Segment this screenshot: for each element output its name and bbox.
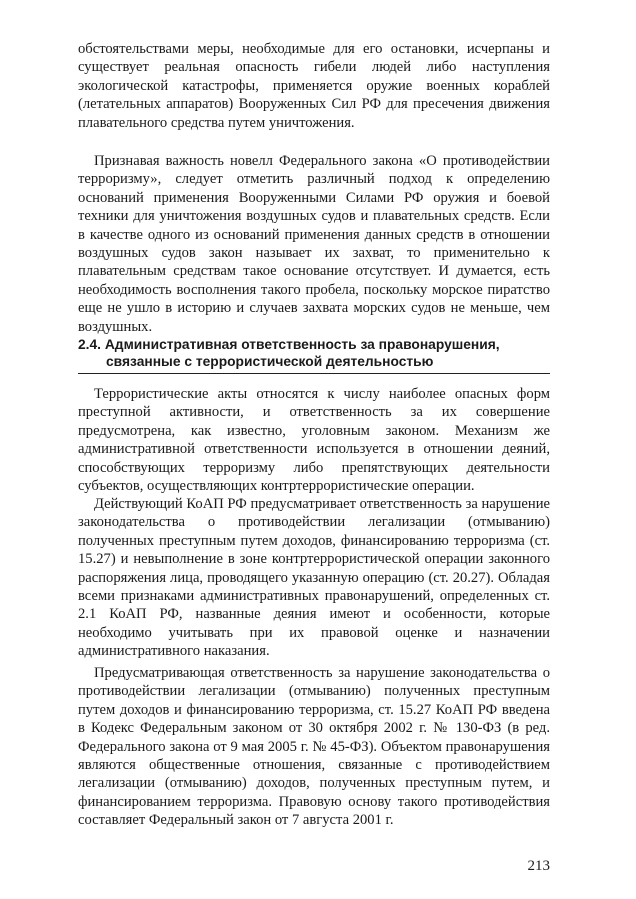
paragraph-terror-acts: Террористические акты относятся к числу наиболее опасных форм преступной активности, и ответственность за их совершение предусмотрена, как известно, уголовным законом. Механизм же административной ответственности используется в отношении деяний, способствующих терроризму либо препятствующих деятельности субъектов, осуществляющих контртеррористические операции. [78,386,550,495]
heading-rule [78,373,550,374]
paragraph-continuation: обстоятельствами меры, необходимые для его остановки, исчерпаны и существует реальная опасность гибели людей либо наступления экологической катастрофы, применяется оружие военных кораблей (летательных аппаратов) Вооруженных Сил РФ для пресечения движения плавательного средства путем уничтожения. [78,41,550,131]
section-heading-line2: связанные с террористической деятельностью [106,354,434,369]
section-heading [78,336,550,370]
paragraph-novella: Признавая важность новелл Федерального закона «О противодействии терроризму», следует отметить различный подход к определению оснований применения Вооруженными Силами РФ оружия и боевой техники для уничтожения воздушных судов и плавательных средств. Если в качестве одного из оснований применения данных средств в отношении воздушных судов закон называет их захват, то применительно к плавательным средствам такое основание отсутствует. И думается, есть необходимость восполнения такого пробела, поскольку морское пиратство еще не ушло в историю и случаев захвата морских судов не меньше, чем воздушных. [78,153,550,335]
page-number: 213 [527,858,550,874]
section-heading-line1: 2.4. Административная ответственность за правонарушения, [78,337,500,352]
paragraph-article-1527: Предусматривающая ответственность за нарушение законодательства о противодействии легализации (отмыванию) полученных преступным путем доходов и финансированию терроризма, ст. 15.27 КоАП РФ введена в Кодекс Федеральным законом от 30 октября 2002 г. № 130-ФЗ (в ред. Федерального закона от 9 мая 2005 г. № 45-ФЗ). Объектом правонарушения являются общественные отношения, связанные с противодействием легализации (отмыванию) доходов, полученных преступным путем, и финансированием терроризма. Правовую основу такого противодействия составляет Федеральный закон от 7 августа 2001 г. [78,665,550,829]
paragraph-koap: Действующий КоАП РФ предусматривает ответственность за нарушение законодательства о противодействии легализации (отмыванию) полученных преступным путем доходов, финансированию терроризма (ст. 15.27) и невыполнение в зоне контртеррористической операции законного распоряжения лица, проводящего указанную операцию (ст. 20.27). Обладая всеми признаками административных правонарушений, определенных ст. 2.1 КоАП РФ, названные деяния имеют и особенности, которые необходимо учитывать при их правовой оценке и назначении административного наказания. [78,496,550,660]
